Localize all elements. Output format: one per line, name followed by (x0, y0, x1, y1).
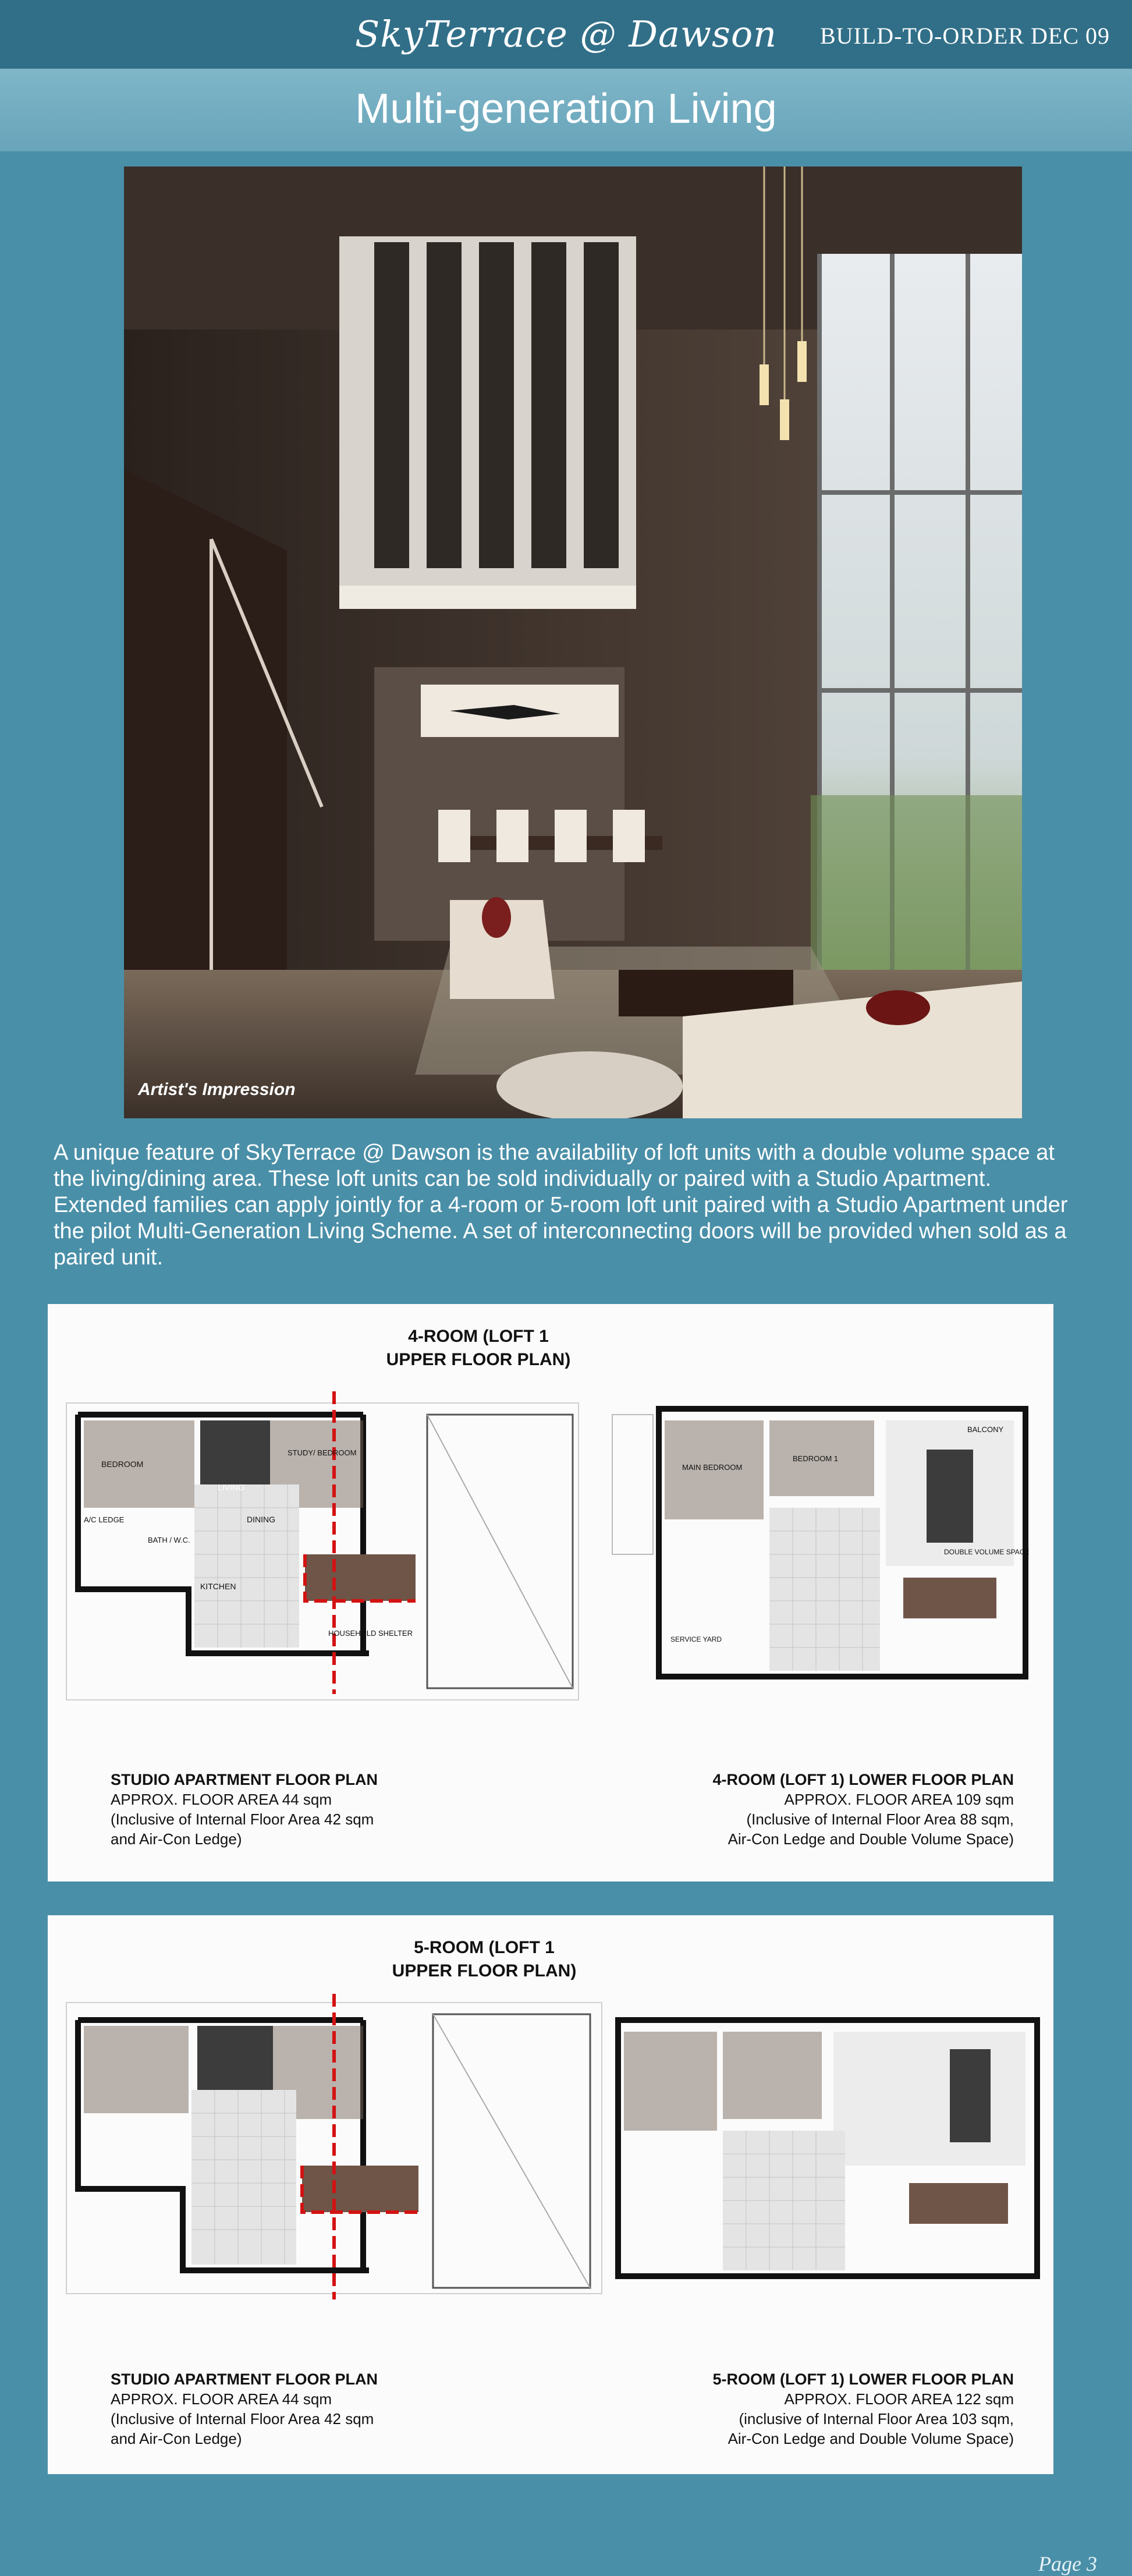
title-banner (0, 69, 1132, 151)
studio-caption-line3: and Air-Con Ledge) (111, 1830, 242, 1848)
studio-and-loft-upper-plan (61, 1380, 584, 1706)
studio-caption-line2: (Inclusive of Internal Floor Area 42 sqm (111, 2410, 374, 2428)
interior-render-image (124, 166, 1022, 1118)
floor-plan-panel-5room (48, 1915, 1053, 2474)
loft-lower-plan (595, 1380, 1037, 1706)
loft-lower-caption-line1: APPROX. FLOOR AREA 109 sqm (784, 1791, 1014, 1808)
page-title: Multi-generation Living (355, 86, 777, 132)
studio-caption-line1: APPROX. FLOOR AREA 44 sqm (111, 1791, 332, 1808)
label-study: STUDY/ BEDROOM (288, 1448, 357, 1457)
top-banner (0, 0, 1132, 69)
photo-caption: Artist's Impression (138, 1080, 296, 1099)
loft-lower-plan-drawing (606, 1991, 1049, 2305)
loft-lower-caption-line3: Air-Con Ledge and Double Volume Space) (728, 2430, 1014, 2447)
loft-lower-plan (606, 1991, 1049, 2305)
edition-label: BUILD-TO-ORDER DEC 09 (819, 23, 1110, 49)
label-dining: DINING (247, 1515, 275, 1524)
label-shelter: HOUSEHOLD SHELTER (328, 1629, 413, 1638)
label-balcony: BALCONY (967, 1425, 1004, 1434)
studio-and-loft-upper-plan (61, 1991, 608, 2305)
label-bedroom: BEDROOM (101, 1459, 144, 1469)
studio-plan-drawing (61, 1991, 608, 2305)
label-double-volume: DOUBLE VOLUME SPACE (944, 1548, 1030, 1556)
intro-paragraph: A unique feature of SkyTerrace @ Dawson is the availability of loft units with a double volume space at the living/dining area. These loft units can be sold individually or paired with a Studio Apartment. Extended families can apply jointly for a 4-room or 5-room loft unit paired with a Studio Apartment under the pilot Multi-Generation Living Scheme. A set of interconnecting doors will be provided when sold as a paired unit. (54, 1140, 1068, 1270)
loft-lower-caption-line2: (inclusive of Internal Floor Area 103 sqm, (739, 2410, 1014, 2428)
loft-lower-plan-drawing (595, 1380, 1037, 1706)
loft-lower-caption-title: 4-ROOM (LOFT 1) LOWER FLOOR PLAN (712, 1771, 1014, 1788)
label-service-yard: SERVICE YARD (670, 1635, 722, 1643)
studio-plan-drawing (61, 1380, 584, 1706)
loft-lower-caption-title: 5-ROOM (LOFT 1) LOWER FLOOR PLAN (712, 2371, 1014, 2388)
loft-lower-caption (653, 2369, 1014, 2449)
upper-plan-heading (362, 1325, 595, 1372)
label-bedroom-1: BEDROOM 1 (793, 1454, 839, 1463)
loft-lower-caption-line1: APPROX. FLOOR AREA 122 sqm (784, 2390, 1014, 2408)
upper-plan-heading-line2: UPPER FLOOR PLAN) (386, 1350, 571, 1369)
studio-caption-line3: and Air-Con Ledge) (111, 2430, 242, 2447)
studio-caption-title: STUDIO APARTMENT FLOOR PLAN (111, 1771, 378, 1788)
studio-caption-line2: (Inclusive of Internal Floor Area 42 sqm (111, 1810, 374, 1828)
upper-plan-heading (362, 1936, 606, 1983)
loft-lower-caption (653, 1770, 1014, 1849)
studio-caption-line1: APPROX. FLOOR AREA 44 sqm (111, 2390, 332, 2408)
label-bath: BATH / W.C. (148, 1536, 190, 1544)
loft-lower-caption-line2: (Inclusive of Internal Floor Area 88 sqm, (746, 1810, 1014, 1828)
upper-plan-heading-line2: UPPER FLOOR PLAN) (392, 1961, 577, 1980)
label-ac-ledge: A/C LEDGE (84, 1515, 125, 1524)
label-main-bedroom: MAIN BEDROOM (682, 1463, 743, 1472)
label-kitchen: KITCHEN (200, 1582, 236, 1591)
studio-caption (111, 1770, 437, 1849)
loft-lower-caption-line3: Air-Con Ledge and Double Volume Space) (728, 1830, 1014, 1848)
brand-logo: SkyTerrace @ Dawson (354, 13, 778, 55)
upper-plan-heading-line1: 5-ROOM (LOFT 1 (414, 1938, 555, 1957)
page-number: Page 3 (1038, 2552, 1097, 2575)
floor-plan-panel-4room (48, 1304, 1053, 1881)
studio-caption (111, 2369, 437, 2449)
interior-illustration (124, 166, 1022, 1118)
label-living: LIVING (218, 1483, 244, 1492)
studio-caption-title: STUDIO APARTMENT FLOOR PLAN (111, 2371, 378, 2388)
upper-plan-heading-line1: 4-ROOM (LOFT 1 (408, 1327, 549, 1346)
